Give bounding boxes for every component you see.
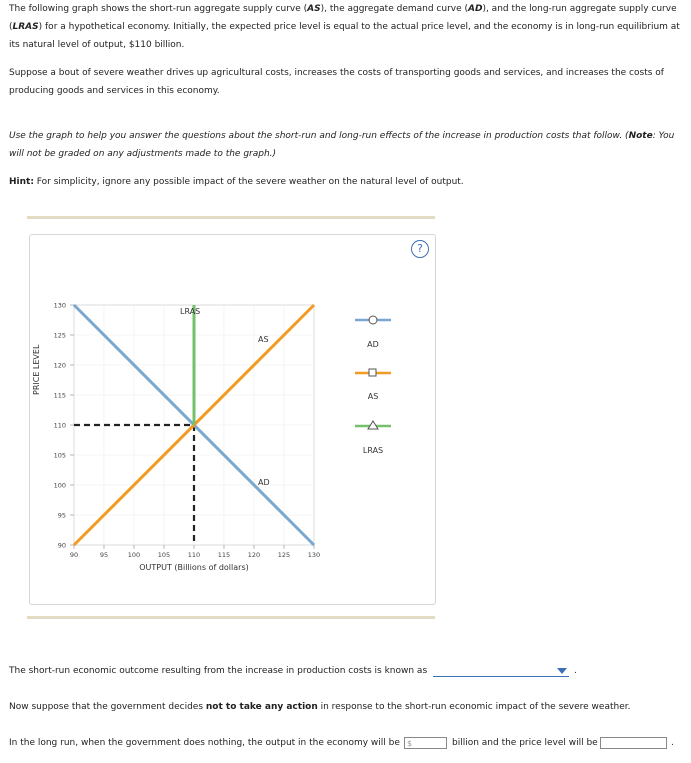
y-tick-label: 120 [53, 361, 66, 370]
intro-paragraph-2: Suppose a bout of severe weather drives up agricultural costs, increases the costs of transporting goods and services, and increases the costs of producing goods and services in this economy. [9, 68, 664, 96]
legend-ad[interactable] [355, 316, 391, 349]
x-tick-label: 90 [69, 551, 79, 559]
y-tick-label: 125 [53, 331, 66, 340]
question-3-part-1: In the long run, when the government does nothing, the output in the economy will be [9, 738, 400, 748]
x-tick-label: 125 [277, 551, 291, 559]
question-3-part-2: billion and the price level will be [452, 738, 598, 748]
x-tick-label: 115 [217, 551, 231, 559]
y-tick-label: 110 [53, 421, 66, 430]
divider-bottom [27, 616, 435, 619]
square-marker-icon [369, 369, 376, 376]
chevron-down-icon [557, 668, 567, 674]
as-curve-label: AS [258, 335, 269, 344]
x-tick-label: 120 [247, 551, 261, 559]
divider-top [27, 216, 435, 219]
instructions-paragraph: Use the graph to help you answer the questions about the short-run and long-run effects of the increase in production costs that follow. (Note: You will not be graded on any adjustments made to the graph.) [9, 131, 675, 159]
legend-as-label: AS [367, 392, 379, 401]
graph-canvas[interactable] [30, 235, 435, 604]
x-tick-label: 105 [157, 551, 171, 559]
y-ticks [54, 302, 74, 550]
y-tick-label: 115 [53, 391, 66, 400]
q3-period: . [671, 738, 674, 748]
x-axis-label: OUTPUT (Billions of dollars) [139, 563, 249, 572]
y-tick-label: 130 [53, 301, 66, 310]
y-tick-label: 90 [57, 541, 66, 550]
hint-paragraph: Hint: For simplicity, ignore any possible impact of the severe weather on the natural level of output. [9, 177, 464, 187]
y-tick-label: 105 [53, 451, 66, 460]
lras-curve-label: LRAS [180, 307, 201, 316]
q1-period: . [574, 666, 577, 676]
x-tick-label: 110 [187, 551, 201, 559]
y-tick-label: 95 [57, 511, 66, 520]
outcome-dropdown[interactable] [433, 665, 569, 677]
help-icon[interactable]: ? [411, 240, 429, 258]
long-run-output-input[interactable]: $ [404, 737, 447, 749]
question-2: Now suppose that the government decides not to take any action in response to the short-run economic impact of the severe weather. [9, 702, 631, 712]
y-tick-label: 100 [53, 481, 66, 490]
legend-lras[interactable] [355, 421, 391, 455]
legend-as[interactable] [355, 369, 391, 401]
x-tick-label: 130 [307, 551, 321, 559]
circle-marker-icon [369, 316, 377, 324]
y-axis-label: PRICE LEVEL [32, 344, 41, 395]
x-ticks [70, 545, 320, 559]
legend-lras-label: LRAS [362, 446, 384, 455]
graph-panel[interactable] [29, 234, 436, 605]
x-tick-label: 100 [127, 551, 141, 559]
x-tick-label: 95 [99, 551, 109, 559]
question-1: The short-run economic outcome resulting from the increase in production costs is known as [9, 666, 428, 676]
legend-ad-label: AD [367, 340, 379, 349]
long-run-price-level-input[interactable] [600, 737, 667, 749]
intro-paragraph-1: The following graph shows the short-run aggregate supply curve (AS), the aggregate demand curve (AD), and the long-run aggregate supply curve (LRAS) for a hypothetical economy. Initially, the expected price level is equal to the actual price level, and the economy is in long-run equilibrium at its natural level of output, $110 billion. [9, 4, 680, 50]
ad-curve-label: AD [258, 478, 270, 487]
